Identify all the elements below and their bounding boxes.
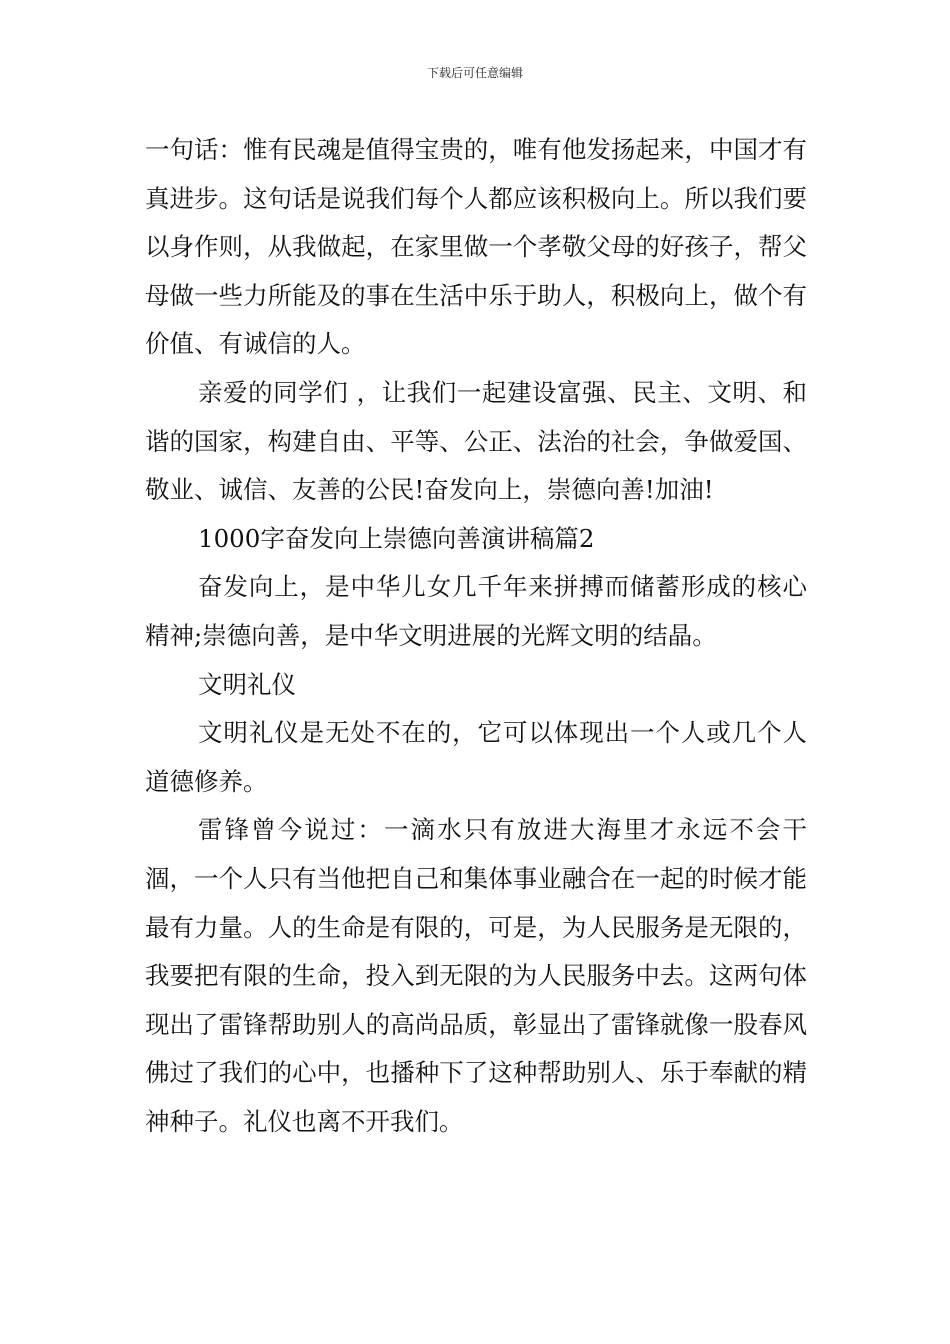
document-body	[145, 126, 807, 1146]
paragraph-etiquette: 文明礼仪是无处不在的，它可以体现出一个人或几个人道德修养。	[145, 718, 807, 796]
section-heading: 1000字奋发向上崇德向善演讲稿篇2	[198, 523, 595, 553]
paragraph-intro: 奋发向上，是中华儿女几千年来拼搏而储蓄形成的核心精神;崇德向善，是中华文明进展的光辉文明的结晶。	[145, 572, 807, 650]
paragraph-closing-appeal: 亲爱的同学们 ，让我们一起建设富强、民主、文明、和谐的国家，构建自由、平等、公正、法治的社会，争做爱国、敬业、诚信、友善的公民!奋发向上，崇德向善!加油!	[145, 377, 807, 505]
paragraph-lei-feng: 雷锋曾今说过：一滴水只有放进大海里才永远不会干涸，一个人只有当他把自己和集体事业融合在一起的时候才能最有力量。人的生命是有限的，可是，为人民服务是无限的，我要把有限的生命，投入到无限的为人民服务中去。这两句体现出了雷锋帮助别人的高尚品质，彰显出了雷锋就像一股春风佛过了我们的心中，也播种下了这种帮助别人、乐于奉献的精神种子。礼仪也离不开我们。	[145, 815, 807, 1136]
subheading-etiquette: 文明礼仪	[198, 669, 296, 699]
page-header: 下载后可任意编辑	[426, 66, 523, 80]
paragraph-continuation: 一句话：惟有民魂是值得宝贵的，唯有他发扬起来，中国才有真进步。这句话是说我们每个人都应该积极向上。所以我们要以身作则，从我做起，在家里做一个孝敬父母的好孩子，帮父母做一些力所能及的事在生活中乐于助人，积极向上，做个有价值、有诚信的人。	[145, 135, 807, 359]
